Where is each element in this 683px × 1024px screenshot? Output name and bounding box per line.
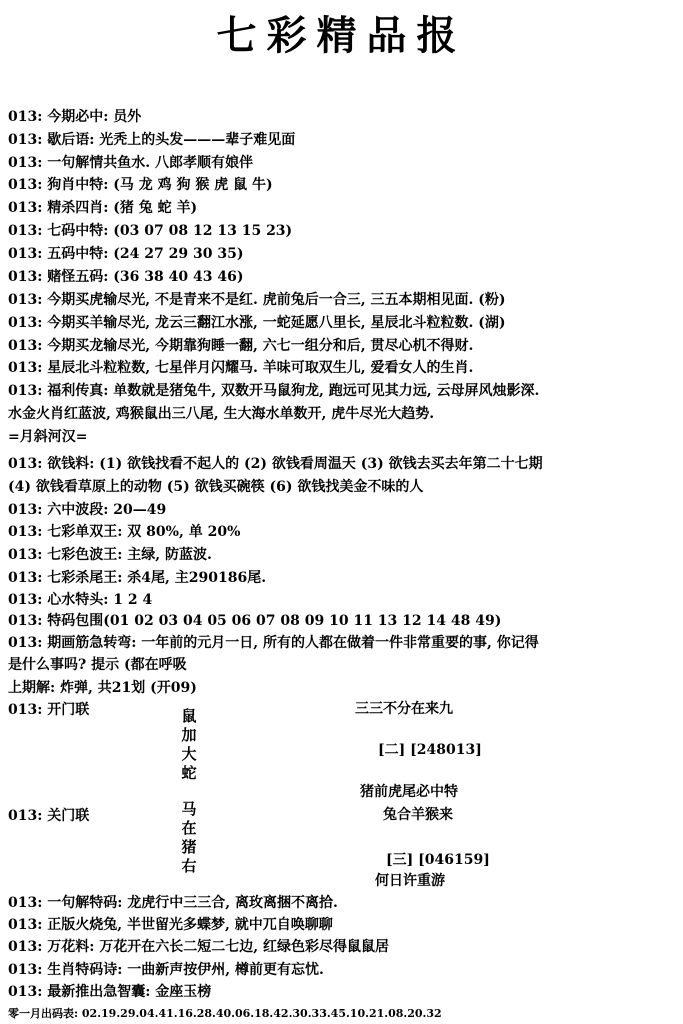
couplet-char: 大: [181, 745, 197, 763]
text-line: 013: 赌怪五码: (36 38 40 43 46): [8, 269, 244, 285]
couplet-char: 在: [181, 819, 197, 837]
text-line: 013: 五码中特: (24 27 29 30 35): [8, 246, 244, 262]
text-line: (4) 欲钱看草原上的动物 (5) 欲钱买碗筷 (6) 欲钱找美金不味的人: [8, 479, 424, 495]
couplet-right-3: 猪前虎尾必中特: [360, 784, 458, 800]
couplet-char: 加: [181, 726, 197, 744]
text-line: 上期解: 炸弹, 共21划 (开09): [8, 680, 197, 696]
text-line: 013: 心水特头: 1 2 4: [8, 592, 153, 608]
text-line: 013: 精杀四肖: (猪 兔 蛇 羊): [8, 200, 198, 216]
footer-line: 013: 最新推出急智囊: 金座玉榜: [8, 984, 212, 1000]
text-line: 013: 福利传真: 单数就是猪兔牛, 双数开马鼠狗龙, 跑远可见其力远, 云母屏风烛影深.: [8, 383, 540, 399]
text-line: 013: 七彩杀尾王: 杀4尾, 主290186尾.: [8, 570, 267, 586]
footer-line: 013: 万花料: 万花开在六长二短二七边, 红绿色彩尽得鼠鼠居: [8, 939, 390, 955]
footer-line: 013: 生肖特码诗: 一曲新声按伊州, 樽前更有忘忧.: [8, 962, 324, 978]
close-couplet-label: 013: 关门联: [8, 808, 90, 824]
footer-line: 013: 正版火烧兔, 半世留光多蝶梦, 就中兀自唤聊聊: [8, 917, 333, 933]
text-line: 013: 欲钱料: (1) 欲钱找看不起人的 (2) 欲钱看周温天 (3) 欲钱去买去年第二十七期: [8, 456, 543, 472]
couplet-char: 蛇: [181, 764, 197, 782]
bottom-number-table: 零一月出码表: 02.19.29.04.41.16.28.40.06.18.42.30.33.45.10.21.08.20.32: [8, 1007, 442, 1020]
couplet-char: 马: [181, 800, 197, 818]
text-line: 013: 特码包围(01 02 03 04 05 06 07 08 09 10 11 13 12 14 48 49): [8, 613, 502, 629]
footer-line: 013: 一句解特码: 龙虎行中三三合, 离玫离捆不离拾.: [8, 895, 338, 911]
text-line: 013: 七码中特: (03 07 08 12 13 15 23): [8, 223, 293, 239]
open-couplet-label: 013: 开门联: [8, 702, 90, 718]
text-line: 013: 今期买虎输尽光, 不是青来不是红. 虎前兔后一合三, 三五本期相见面. (粉): [8, 292, 506, 308]
text-line: 013: 期画筋急转弯: 一年前的元月一日, 所有的人都在做着一件非常重要的事, 你记得: [8, 635, 539, 651]
text-line: 013: 歇后语: 光秃上的头发———辈子难见面: [8, 132, 296, 148]
page-title: 七彩精品报: [216, 12, 467, 59]
couplet-right-5: [三] [046159]: [386, 852, 490, 868]
couplet-right-2: [二] [248013]: [378, 742, 482, 758]
text-line: 013: 星辰北斗粒粒数, 七星伴月闪耀马. 羊味可取双生儿, 爱看女人的生肖.: [8, 360, 474, 376]
couplet-char: 猪: [181, 838, 197, 856]
text-line: 013: 今期必中: 员外: [8, 109, 142, 125]
text-line: 013: 今期买龙输尽光, 今期靠狗睡一翻, 六七一组分和后, 贯尽心机不得财.: [8, 338, 474, 354]
section-heading: =月斜河汉=: [8, 429, 88, 445]
couplet-right-4: 兔合羊猴来: [383, 807, 453, 823]
text-line: 013: 七彩色波王: 主绿, 防蓝波.: [8, 547, 212, 563]
text-line: 013: 一句解情共鱼水. 八郎孝顺有娘伴: [8, 155, 254, 171]
text-line: 013: 狗肖中特: (马 龙 鸡 狗 猴 虎 鼠 牛): [8, 177, 273, 193]
couplet-char: 右: [181, 857, 197, 875]
text-line: 是什么事吗? 提示 (都在呼吸: [8, 657, 187, 673]
couplet-char: 鼠: [181, 707, 197, 725]
couplet-right-1: 三三不分在来九: [355, 701, 453, 717]
text-line: 013: 七彩单双王: 双 80%, 单 20%: [8, 524, 241, 540]
couplet-right-6: 何日许重游: [375, 873, 445, 889]
text-line: 013: 今期买羊输尽光, 龙云三翻江水涨, 一蛇延愿八里长, 星辰北斗粒粒数. (湖): [8, 315, 506, 331]
text-line: 水金火肖红蓝波, 鸡猴鼠出三八尾, 生大海水单数开, 虎牛尽光大趋势.: [8, 406, 435, 422]
text-line: 013: 六中波段: 20—49: [8, 502, 167, 518]
